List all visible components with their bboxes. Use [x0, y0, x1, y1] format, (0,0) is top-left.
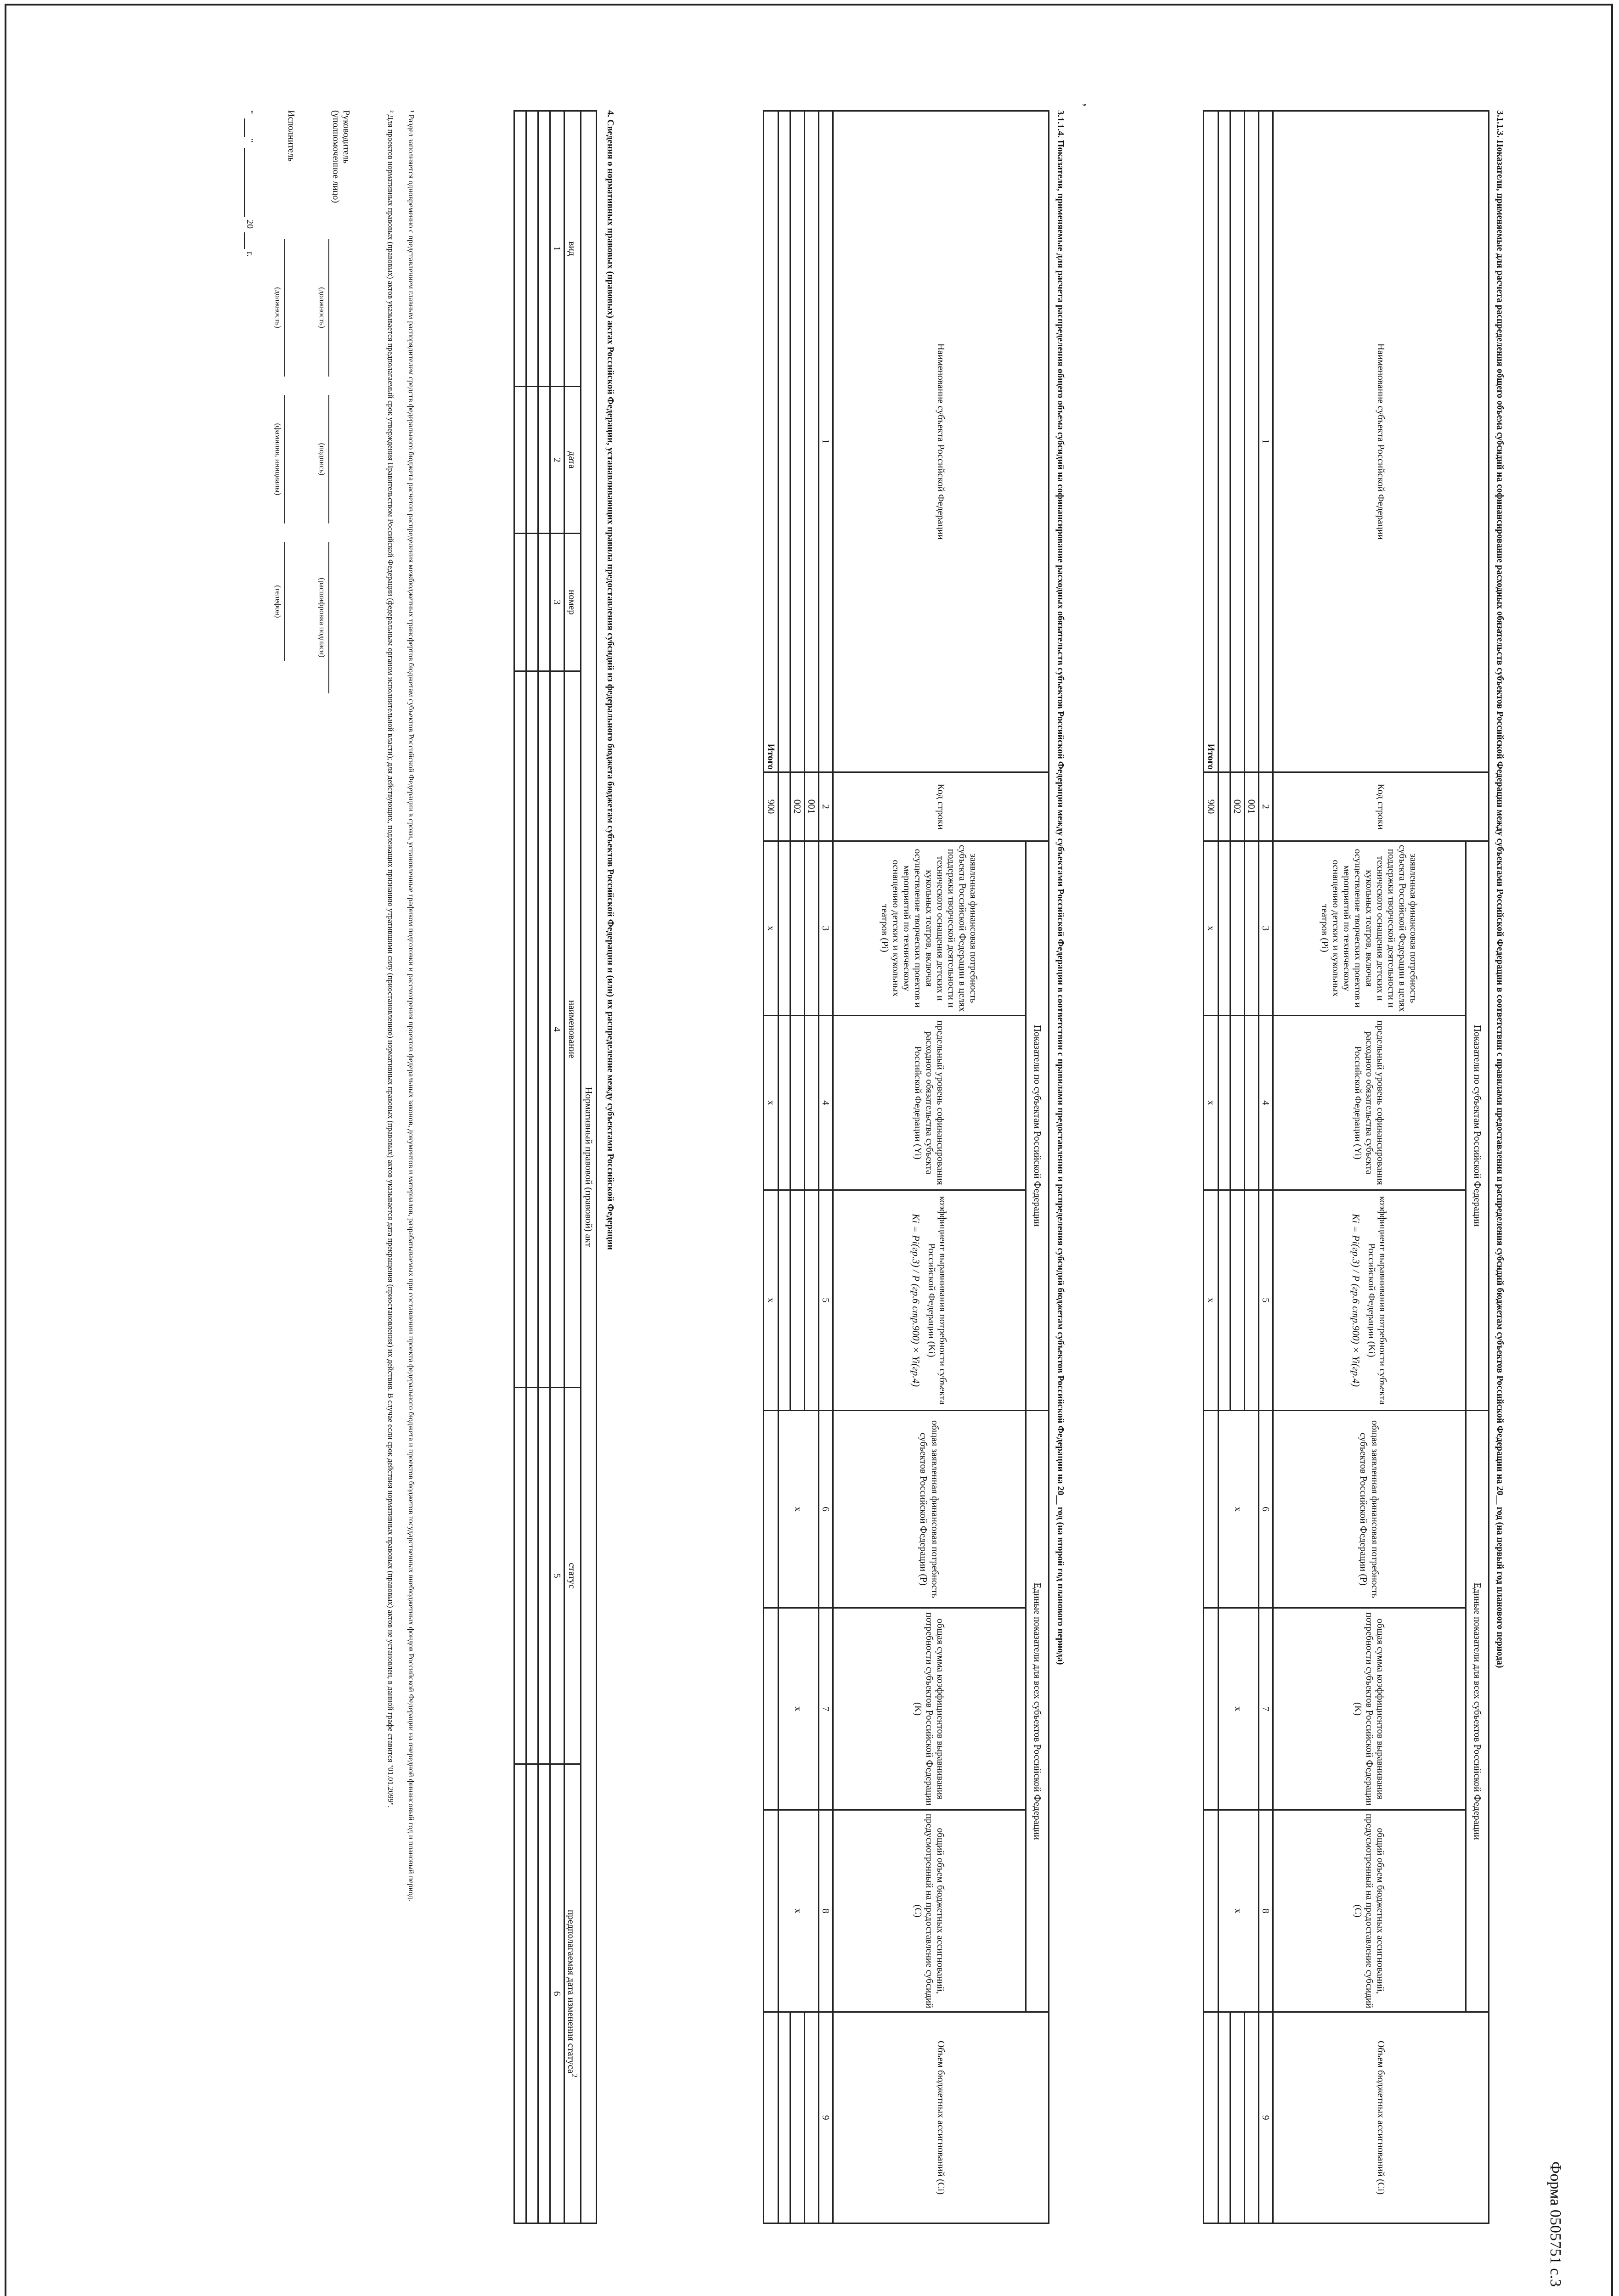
- header-col9: Объем бюджетных ассигнований (Ci): [1273, 2012, 1489, 2223]
- header-col8: общий объем бюджетных ассигнований, предусмотренный на предоставление субсидий (C): [833, 1810, 1026, 2012]
- cell: [538, 387, 550, 534]
- x-cell: x: [764, 1016, 778, 1190]
- col-number: 9: [818, 2012, 833, 2223]
- executor-phone-line[interactable]: [284, 542, 285, 661]
- cell: [514, 671, 526, 1388]
- footnote-ref: 2: [570, 2073, 579, 2078]
- table-row: [526, 111, 538, 2223]
- header-col4: предельный уровень софинансирования расходного обязательства субъекта Российской Федерации (Yi): [1273, 1016, 1466, 1190]
- cell: [778, 1016, 790, 1190]
- header-col5-label: коэффициент выравнивания потребности субъекта Российской Федерации (Ki): [926, 1196, 949, 1405]
- cell: [804, 111, 818, 772]
- head-label-line2: (уполномоченное лицо): [331, 110, 341, 203]
- head-signature-line[interactable]: [328, 395, 329, 523]
- col-number: 2: [1258, 772, 1273, 841]
- col-number: 6: [550, 1764, 564, 2223]
- cell: [1204, 1810, 1218, 2012]
- col-number: 8: [818, 1810, 833, 2012]
- head-position-line[interactable]: [328, 239, 329, 377]
- table-row: [514, 111, 526, 2223]
- section-a-table: [1203, 110, 1489, 2224]
- col-number: 6: [1258, 1411, 1273, 1608]
- cell: [526, 387, 538, 534]
- cell: [764, 1608, 778, 1810]
- cell: [538, 1764, 550, 2223]
- header-group-subjects: Показатели по субъектам Российской Федерации: [1466, 841, 1489, 1411]
- col-number: 2: [550, 387, 564, 534]
- x-cell: x: [1204, 841, 1218, 1016]
- cell: [526, 534, 538, 671]
- head-decoding-line[interactable]: [328, 542, 329, 693]
- x-cell: x: [1204, 1016, 1218, 1190]
- header-title: наименование: [564, 671, 581, 1388]
- col-number: 6: [818, 1411, 833, 1608]
- cell: [778, 1190, 790, 1411]
- cell: [1218, 841, 1230, 1016]
- header-code: Код строки: [1273, 772, 1489, 841]
- header-col3: заявленная финансовая потребность субъекта Российской Федерации в целях поддержки творческой деятельности и технического оснащения детских и кукольных театров, включая осуществление творческих проектов и мероприятий по техническому оснащению детских и кукольных театров (Pi): [1273, 841, 1466, 1016]
- separator-mark: ,: [1081, 103, 1095, 107]
- cell: [778, 772, 790, 841]
- cell: [1204, 1411, 1218, 1608]
- executor-position-line[interactable]: [284, 239, 285, 377]
- cell: [790, 111, 804, 772]
- total-label: Итого: [764, 111, 778, 772]
- row-code: 002: [790, 772, 804, 841]
- col-number: 7: [1258, 1608, 1273, 1810]
- row-code: 002: [1230, 772, 1244, 841]
- col-number: 1: [1258, 111, 1273, 772]
- header-status-change-date-label: предполагаемая дата изменения статуса: [566, 1909, 577, 2074]
- cell: [538, 534, 550, 671]
- cell: [1244, 1016, 1258, 1190]
- x-cell: x: [1218, 1411, 1258, 1608]
- footnote-2: ² Для проектов нормативных правовых (правовых) актов указывается предполагаемый срок утверждения Правительством Российской Федерации (федеральным органом исполнительной власти); для действующих, подлежащих признанию утратившими силу (приостановлению) нормативных правовых (правовых) актов указывается дата прекращения (приостановления) их действия. В случае если срок действия нормативных правовых (правовых) актов не установлен, в данной графе ставится "01.01.2099".: [386, 110, 395, 1808]
- cell: [1230, 1190, 1244, 1411]
- date-open-quote: ": [245, 110, 255, 114]
- header-col5-formula: Ki = Pi(гр.3) / P (гр.6 стр.900) × Yi(гр.4): [910, 1213, 922, 1387]
- col-number: 3: [1258, 841, 1273, 1016]
- section-a-title: 3.1.1.3. Показатели, применяемые для расчета распределения общего объема субсидий на софинансирование расходных обязательств субъектов Российской Федерации между субъектами Российской Федерации в соответствии с правилами предоставления и распределения субсидий бюджетам субъектов Российской Федерации на 20__ год (на первый год планового периода): [1495, 110, 1505, 1668]
- date-year-prefix: 20: [245, 219, 255, 229]
- cell: [1244, 841, 1258, 1016]
- cell: [1218, 772, 1230, 841]
- row-code: 001: [804, 772, 818, 841]
- executor-name-caption: (фамилия, инициалы): [274, 423, 282, 495]
- col-number: 9: [1258, 2012, 1273, 2223]
- executor-position-caption: (должность): [274, 287, 282, 328]
- cell: [790, 1016, 804, 1190]
- cell: [538, 1388, 550, 1764]
- cell: [514, 1764, 526, 2223]
- col-number: 1: [550, 111, 564, 387]
- x-cell: x: [778, 1608, 818, 1810]
- cell: [804, 841, 818, 1016]
- cell: [1244, 111, 1258, 772]
- total-label: Итого: [1204, 111, 1218, 772]
- cell: [1204, 2012, 1218, 2223]
- cell: [764, 2012, 778, 2223]
- table-row: [1244, 111, 1258, 2223]
- header-group-common: Единые показатели для всех субъектов Российской Федерации: [1026, 1411, 1049, 2012]
- cell: [514, 387, 526, 534]
- header-col4: предельный уровень софинансирования расходного обязательства субъекта Российской Федерации (Yi): [833, 1016, 1026, 1190]
- col-number: 4: [818, 1016, 833, 1190]
- header-col8: общий объем бюджетных ассигнований, предусмотренный на предоставление субсидий (C): [1273, 1810, 1466, 2012]
- cell: [790, 2012, 804, 2223]
- col-number: 3: [818, 841, 833, 1016]
- header-col6: общая заявленная финансовая потребность субъектов Российской Федерации (P): [1273, 1411, 1466, 1608]
- x-cell: x: [764, 841, 778, 1016]
- cell: [1218, 2012, 1230, 2223]
- cell: [804, 2012, 818, 2223]
- cell: [1230, 841, 1244, 1016]
- executor-name-line[interactable]: [284, 395, 285, 523]
- table-row: [804, 111, 818, 2223]
- cell: [1218, 1190, 1230, 1411]
- cell: [1230, 2012, 1244, 2223]
- date-day-line[interactable]: [244, 118, 245, 137]
- date-month-line[interactable]: [244, 148, 245, 217]
- section-4-table: [513, 110, 597, 2224]
- col-number: 5: [1258, 1190, 1273, 1411]
- header-col7: общая сумма коэффициентов выравнивания потребности субъектов Российской Федерации (K): [1273, 1608, 1466, 1810]
- cell: [1244, 1190, 1258, 1411]
- cell: [514, 534, 526, 671]
- date-year-line[interactable]: [244, 232, 245, 249]
- cell: [804, 1016, 818, 1190]
- footnote-1: ¹ Раздел заполняется одновременно с представлением главным распорядителем средств федерального бюджета расчетов распределения межбюджетных трансфертов бюджетам субъектов Российской Федерации в сроки, установленные графиком подготовки и рассмотрения проектов федеральных законов, документов и материалов, разрабатываемых при составлении проекта федерального бюджета и проектов бюджетов государственных внебюджетных фондов Российской Федерации на очередной финансовый год и плановый период.: [407, 110, 416, 1902]
- cell: [790, 1190, 804, 1411]
- header-col5: [833, 1190, 1026, 1411]
- header-name: Наименование субъекта Российской Федерации: [1273, 111, 1489, 772]
- cell: [1218, 1016, 1230, 1190]
- section-b-table: [763, 110, 1049, 2224]
- x-cell: x: [1204, 1190, 1218, 1411]
- cell: [1204, 1608, 1218, 1810]
- head-position-caption: (должность): [318, 287, 327, 328]
- col-number: 5: [550, 1388, 564, 1764]
- x-cell: x: [778, 1810, 818, 2012]
- cell: [778, 111, 790, 772]
- header-col5-formula: Ki = Pi(гр.3) / P (гр.6 стр.900) × Yi(гр.4): [1350, 1213, 1362, 1387]
- cell: [778, 2012, 790, 2223]
- act-header: Нормативный правовой (правовой) акт: [581, 111, 597, 2223]
- date-close-quote: ": [245, 139, 255, 143]
- cell: [804, 1190, 818, 1411]
- cell: [790, 841, 804, 1016]
- head-label: [330, 110, 351, 203]
- cell: [514, 1388, 526, 1764]
- head-decoding-caption: (расшифровка подписи): [318, 578, 327, 658]
- date-year-suffix: г.: [245, 252, 255, 257]
- cell: [526, 111, 538, 387]
- header-group-subjects: Показатели по субъектам Российской Федерации: [1026, 841, 1049, 1411]
- section-4-title: 4. Сведения о нормативных правовых (правовых) актах Российской Федерации, устанавливающих правила предоставления субсидий из федерального бюджета бюджетам субъектов Российской Федерации и (или) их распределение между субъектами Российской Федерации: [605, 110, 615, 1250]
- col-number: 2: [818, 772, 833, 841]
- section-b-title: 3.1.1.4. Показатели, применяемые для расчета распределения общего объема субсидий на софинансирование расходных обязательств субъектов Российской Федерации между субъектами Российской Федерации в соответствии с правилами предоставления и распределения субсидий бюджетам субъектов Российской Федерации на 20__ год (на второй год планового периода): [1055, 110, 1066, 1665]
- x-cell: x: [778, 1411, 818, 1608]
- col-number: 8: [1258, 1810, 1273, 2012]
- header-col6: общая заявленная финансовая потребность субъектов Российской Федерации (P): [833, 1411, 1026, 1608]
- cell: [1218, 111, 1230, 772]
- header-col3: заявленная финансовая потребность субъекта Российской Федерации в целях поддержки творческой деятельности и технического оснащения детских и кукольных театров, включая осуществление творческих проектов и мероприятий по техническому оснащению детских и кукольных театров (Pi): [833, 841, 1026, 1016]
- cell: [538, 111, 550, 387]
- header-kind: вид: [564, 111, 581, 387]
- total-row: [1204, 111, 1218, 2223]
- executor-label: Исполнитель: [286, 110, 296, 162]
- header-col5: [1273, 1190, 1466, 1411]
- header-group-common: Единые показатели для всех субъектов Российской Федерации: [1466, 1411, 1489, 2012]
- cell: [1230, 111, 1244, 772]
- cell: [1230, 1016, 1244, 1190]
- total-code: 900: [1204, 772, 1218, 841]
- header-name: Наименование субъекта Российской Федерации: [833, 111, 1049, 772]
- cell: [526, 1388, 538, 1764]
- col-number: 4: [1258, 1016, 1273, 1190]
- col-number: 4: [550, 671, 564, 1388]
- col-number: 5: [818, 1190, 833, 1411]
- head-label-line1: Руководитель: [341, 110, 351, 164]
- header-status: статус: [564, 1388, 581, 1764]
- header-col7: общая сумма коэффициентов выравнивания потребности субъектов Российской Федерации (K): [833, 1608, 1026, 1810]
- cell: [514, 111, 526, 387]
- head-signature-caption: (подпись): [318, 443, 327, 476]
- total-row: [764, 111, 778, 2223]
- header-date: дата: [564, 387, 581, 534]
- cell: [526, 671, 538, 1388]
- cell: [538, 671, 550, 1388]
- x-cell: x: [1218, 1608, 1258, 1810]
- x-cell: x: [1218, 1810, 1258, 2012]
- header-col9: Объем бюджетных ассигнований (Ci): [833, 2012, 1049, 2223]
- cell: [764, 1810, 778, 2012]
- col-number: 1: [818, 111, 833, 772]
- x-cell: x: [764, 1190, 778, 1411]
- col-number: 7: [818, 1608, 833, 1810]
- table-row: [538, 111, 550, 2223]
- cell: [1244, 2012, 1258, 2223]
- row-code: 001: [1244, 772, 1258, 841]
- cell: [764, 1411, 778, 1608]
- header-col5-label: коэффициент выравнивания потребности субъекта Российской Федерации (Ki): [1366, 1196, 1389, 1405]
- executor-phone-caption: (телефон): [274, 585, 282, 618]
- form-code: Форма 0505751 с.3: [1547, 2161, 1564, 2287]
- header-code: Код строки: [833, 772, 1049, 841]
- total-code: 900: [764, 772, 778, 841]
- col-number: 3: [550, 534, 564, 671]
- cell: [526, 1764, 538, 2223]
- header-number: номер: [564, 534, 581, 671]
- cell: [778, 841, 790, 1016]
- header-status-change-date: [564, 1764, 581, 2223]
